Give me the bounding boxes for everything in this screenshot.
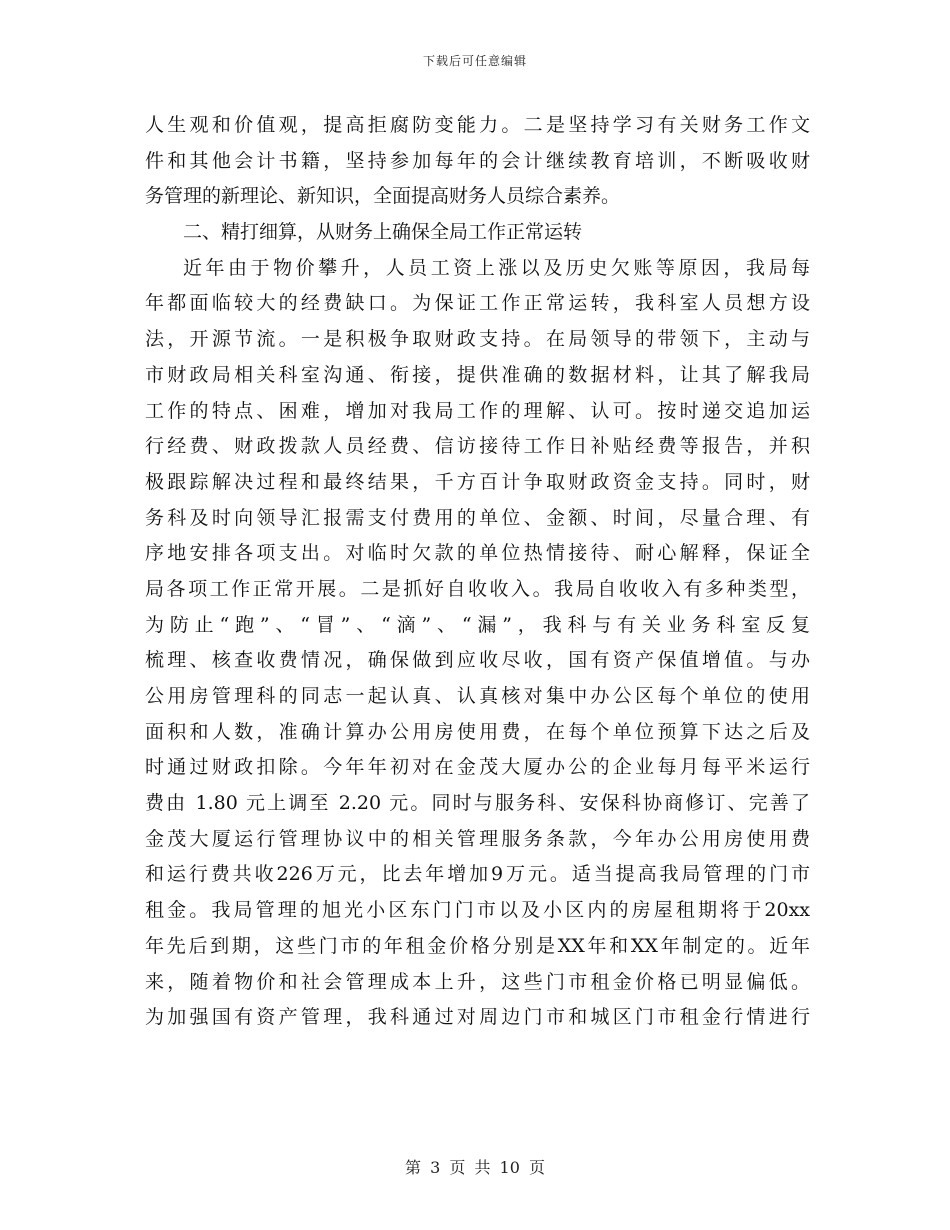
body-line: 梳理、核查收费情况，确保做到应收尽收，国有资产保值增值。与办 [145, 649, 810, 672]
body-line: 面积和人数，准确计算办公用房使用费，在每个单位预算下达之后及 [145, 720, 810, 743]
document-body [145, 108, 810, 1036]
body-line: 和运行费共收226万元，比去年增加9万元。适当提高我局管理的门市 [145, 863, 810, 886]
body-line: 年先后到期，这些门市的年租金价格分别是XX年和XX年制定的。近年 [145, 934, 810, 957]
body-line: 为加强国有资产管理，我科通过对周边门市和城区门市租金行情进行 [145, 1006, 810, 1029]
body-line: 年都面临较大的经费缺口。为保证工作正常运转，我科室人员想方设 [145, 292, 810, 315]
body-line: 极跟踪解决过程和最终结果，千方百计争取财政资金支持。同时，财 [145, 470, 810, 493]
body-line: 近年由于物价攀升，人员工资上涨以及历史欠账等原因，我局每 [183, 256, 810, 279]
body-line: 务科及时向领导汇报需支付费用的单位、金额、时间，尽量合理、有 [145, 506, 810, 529]
body-line: 租金。我局管理的旭光小区东门门市以及小区内的房屋租期将于20xx [145, 899, 810, 922]
body-line: 件和其他会计书籍，坚持参加每年的会计继续教育培训，不断吸收财 [145, 149, 810, 172]
body-line: 市财政局相关科室沟通、衔接，提供准确的数据材料，让其了解我局 [145, 363, 810, 386]
page-header-note: 下载后可任意编辑 [422, 54, 527, 68]
body-line: 务管理的新理论、新知识，全面提高财务人员综合素养。 [145, 185, 621, 208]
body-line: 费由 1.80 元上调至 2.20 元。同时与服务科、安保科协商修订、完善了 [145, 792, 810, 815]
body-line: 公用房管理科的同志一起认真、认真核对集中办公区每个单位的使用 [145, 685, 810, 707]
body-line: 行经费、财政拨款人员经费、信访接待工作日补贴经费等报告，并积 [145, 435, 810, 458]
body-line: 工作的特点、困难，增加对我局工作的理解、认可。按时递交追加运 [145, 399, 810, 422]
body-line: 时通过财政扣除。今年年初对在金茂大厦办公的企业每月每平米运行 [145, 756, 810, 779]
body-line: 局各项工作正常开展。二是抓好自收收入。我局自收收入有多种类型， [145, 577, 810, 600]
section-heading: 二、精打细算，从财务上确保全局工作正常运转 [183, 221, 583, 244]
body-line: 金茂大厦运行管理协议中的相关管理服务条款，今年办公用房使用费 [145, 827, 810, 850]
body-line: 为防止“跑”、“冒”、“滴”、“漏”，我科与有关业务科室反复 [145, 613, 810, 636]
body-line: 来，随着物价和社会管理成本上升，这些门市租金价格已明显偏低。 [145, 970, 810, 993]
body-line: 法，开源节流。一是积极争取财政支持。在局领导的带领下，主动与 [145, 328, 810, 351]
body-line: 人生观和价值观，提高拒腐防变能力。二是坚持学习有关财务工作文 [145, 114, 810, 136]
page-number-footer: 第 3 页 共 10 页 [405, 1158, 545, 1177]
body-line: 序地安排各项支出。对临时欠款的单位热情接待、耐心解释，保证全 [145, 542, 810, 565]
